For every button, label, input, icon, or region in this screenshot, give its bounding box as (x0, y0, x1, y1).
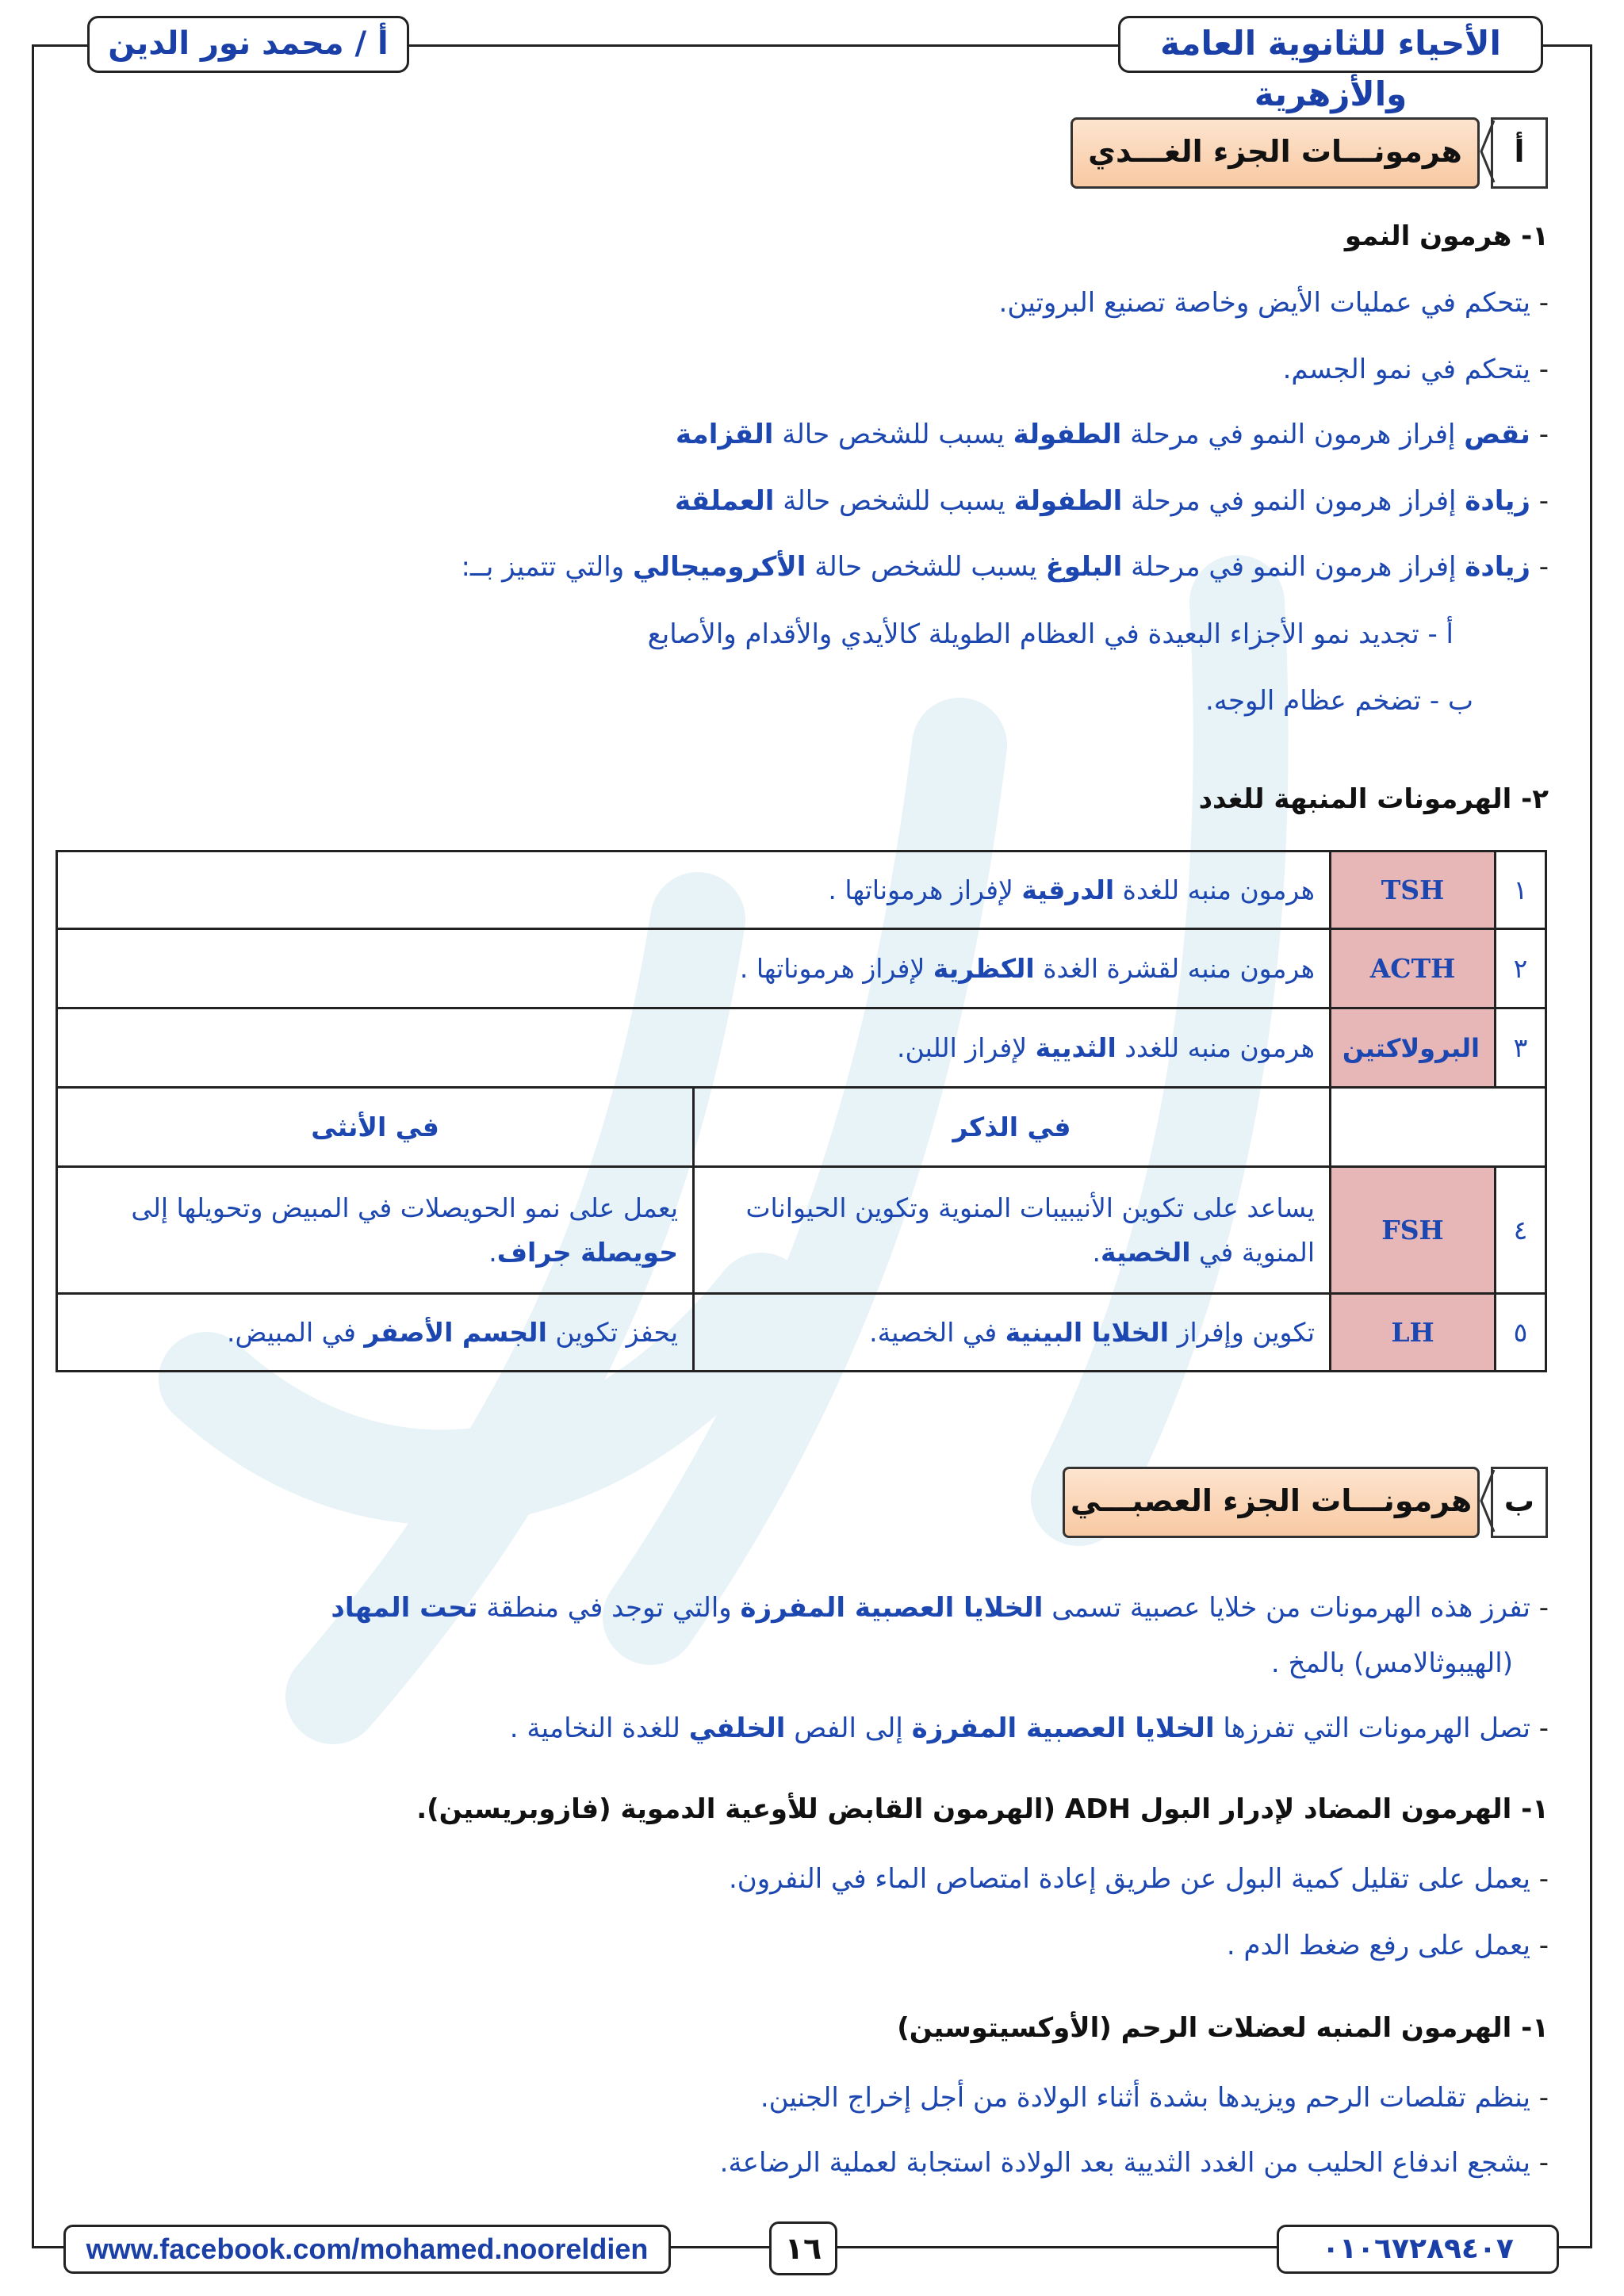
hormone-code: LH (1331, 1294, 1496, 1372)
table-row (57, 1008, 1546, 1088)
growth-deficiency-line: - نقص إفراز هرمون النمو في مرحلة الطفولة يسبب للشخص حالة القزامة (676, 419, 1549, 450)
adh-line-1: - يعمل على تقليل كمية البول عن طريق إعادة امتصاص الماء في النفرون. (728, 1863, 1549, 1895)
growth-hormone-heading: ١- هرمون النمو (1344, 220, 1549, 252)
table-row (57, 929, 1546, 1008)
section-b-title: هرمونـــات الجزء العصبـــي (1063, 1467, 1480, 1538)
lh-male-effect: تكوين وإفراز الخلايا البينية في الخصية. (694, 1294, 1331, 1372)
frame-bottom-mid1 (666, 2246, 769, 2248)
neural-intro-line-1: - تفرز هذه الهرمونات من خلايا عصبية تسمى الخلايا العصبية المفرزة والتي توجد في منطقة تحت المهاد (331, 1592, 1549, 1624)
lh-female-effect: يحفز تكوين الجسم الأصفر في المبيض. (57, 1294, 694, 1372)
table-row (57, 851, 1546, 929)
neural-intro-line-1-cont: (الهيبوثالامس) بالمخ . (1270, 1647, 1513, 1679)
growth-excess-puberty-line: - زيادة إفراز هرمون النمو في مرحلة البلوغ يسبب للشخص حالة الأكروميجالي والتي تتميز بــ: (461, 551, 1549, 583)
table-row (57, 1294, 1546, 1372)
section-b-letter: ب (1491, 1467, 1548, 1538)
author-name: أ / محمد نور الدين (87, 16, 409, 73)
growth-excess-child-line: - زيادة إفراز هرمون النمو في مرحلة الطفولة يسبب للشخص حالة العملقة (675, 485, 1549, 517)
adh-line-2: - يعمل على رفع ضغط الدم . (1226, 1930, 1549, 1961)
blank-cell (1331, 1088, 1546, 1167)
growth-line-1: - يتحكم في عمليات الأيض وخاصة تصنيع البروتين. (998, 287, 1549, 319)
hormone-code: FSH (1331, 1167, 1496, 1294)
row-number: ٥ (1496, 1294, 1546, 1372)
oxytocin-line-2: - يشجع اندفاع الحليب من الغدد الثديية بعد الولادة استجابة لعملية الرضاعة. (719, 2147, 1549, 2179)
row-number: ٢ (1496, 929, 1546, 1008)
tropic-hormones-table (56, 850, 1547, 1372)
frame-bottom-mid2 (833, 2246, 1277, 2248)
table-header-row (57, 1088, 1546, 1167)
hormone-code: ACTH (1331, 929, 1496, 1008)
tropic-hormones-heading: ٢- الهرمونات المنبهة للغدد (1198, 783, 1549, 815)
hormone-description: هرمون منبه لقشرة الغدة الكظرية لإفراز هرموناتها . (57, 929, 1331, 1008)
frame-top-right (1538, 44, 1592, 47)
acromegaly-feature-a: أ - تجديد نمو الأجزاء البعيدة في العظام الطويلة كالأيدي والأقدام والأصابع (647, 618, 1454, 650)
hormone-description: هرمون منبه للغدد الثديية لإفراز اللبن. (57, 1008, 1331, 1088)
growth-line-2: - يتحكم في نمو الجسم. (1282, 354, 1549, 385)
section-a-letter: أ (1491, 117, 1548, 189)
oxytocin-heading: ١- الهرمون المنبه لعضلات الرحم (الأوكسيتوسين) (897, 2012, 1549, 2044)
hormone-description: هرمون منبه للغدة الدرقية لإفراز هرموناتها . (57, 851, 1331, 929)
fsh-male-effect: يساعد على تكوين الأنيبيبات المنوية وتكوين الحيوانات المنوية في الخصية. (694, 1167, 1331, 1294)
neural-intro-line-2: - تصل الهرمونات التي تفرزها الخلايا العصبية المفرزة إلى الفص الخلفي للغدة النخامية . (509, 1712, 1549, 1744)
facebook-link[interactable]: www.facebook.com/mohamed.nooreldien (63, 2225, 671, 2274)
page-number: ١٦ (769, 2221, 837, 2275)
hormone-code: TSH (1331, 851, 1496, 929)
chevron-left-icon (1480, 119, 1496, 184)
row-number: ٣ (1496, 1008, 1546, 1088)
adh-heading: ١- الهرمون المضاد لإدرار البول ADH (الهرمون القابض للأوعية الدموية (فازوبريسين). (416, 1793, 1549, 1825)
row-number: ٤ (1496, 1167, 1546, 1294)
oxytocin-line-1: - ينظم تقلصات الرحم ويزيدها بشدة أثناء الولادة من أجل إخراج الجنين. (760, 2082, 1549, 2114)
male-column-header: في الذكر (694, 1088, 1331, 1167)
female-column-header: في الأنثى (57, 1088, 694, 1167)
frame-right (1590, 44, 1592, 2248)
frame-top-left (32, 44, 87, 47)
acromegaly-feature-b: ب - تضخم عظام الوجه. (1205, 685, 1473, 717)
frame-top-mid (404, 44, 1118, 47)
frame-bottom-left (32, 2246, 63, 2248)
hormone-code: البرولاكتين (1331, 1008, 1496, 1088)
page-title: الأحياء للثانوية العامة والأزهرية (1118, 16, 1543, 73)
frame-left (32, 44, 34, 2248)
table-row (57, 1167, 1546, 1294)
frame-bottom-right (1554, 2246, 1592, 2248)
chevron-left-icon (1480, 1468, 1496, 1533)
fsh-female-effect: يعمل على نمو الحويصلات في المبيض وتحويلها إلى حويصلة جراف. (57, 1167, 694, 1294)
row-number: ١ (1496, 851, 1546, 929)
phone-number: ٠١٠٦٧٢٨٩٤٠٧ (1277, 2225, 1559, 2274)
section-a-title: هرمونـــات الجزء الغـــدي (1071, 117, 1480, 189)
